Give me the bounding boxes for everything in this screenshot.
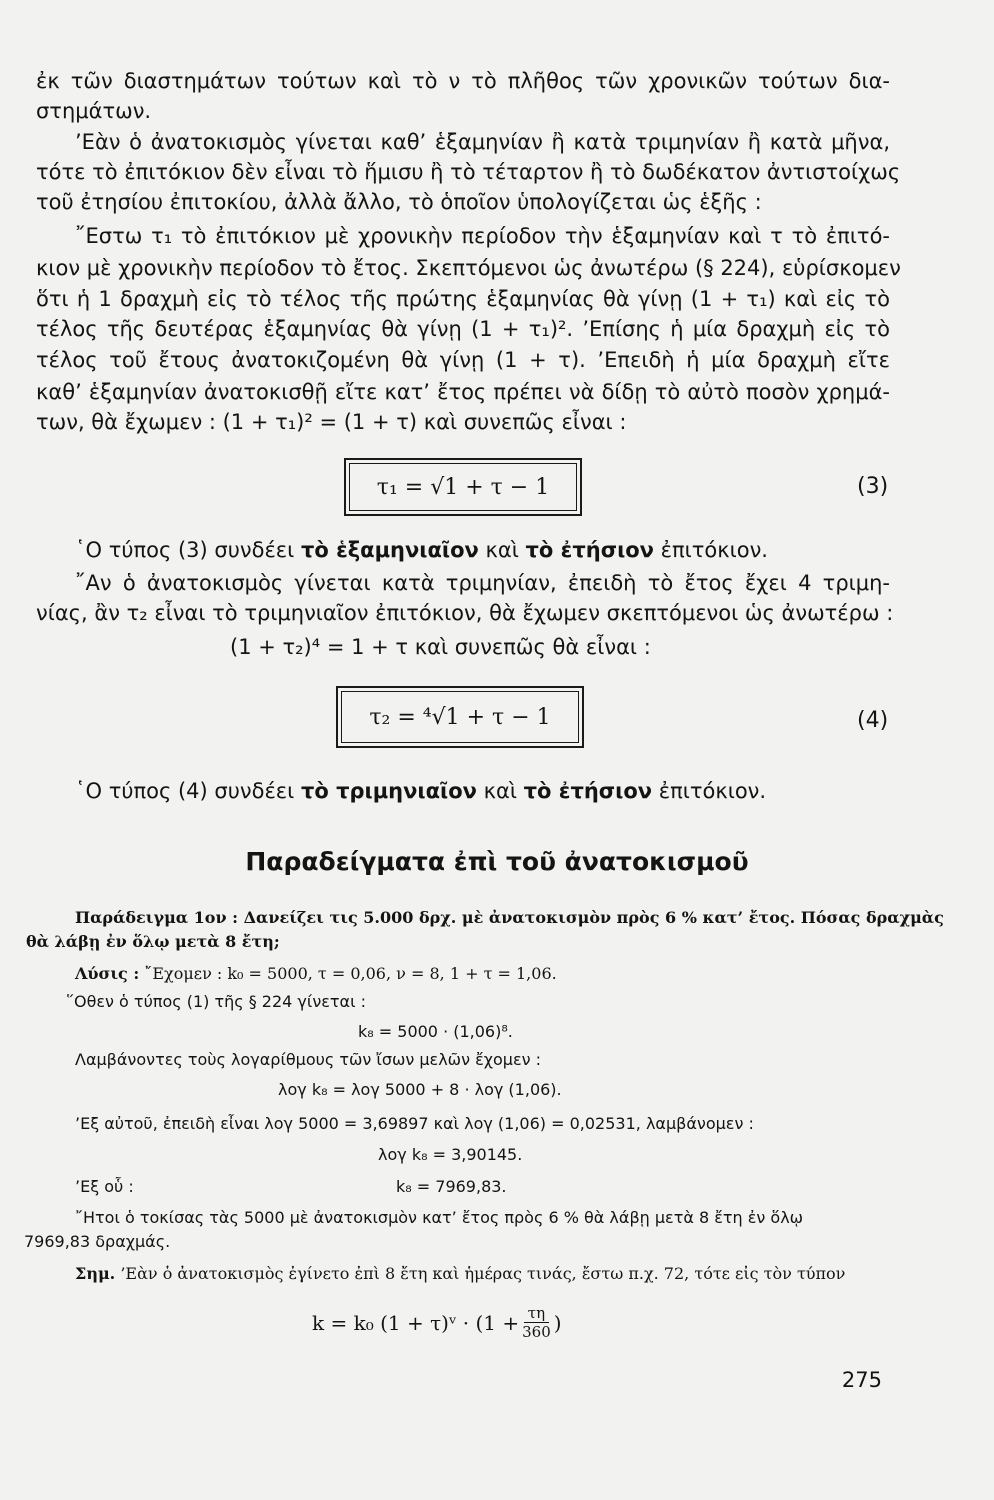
text-line: ῎Εστω τ₁ τὸ ἐπιτόκιον μὲ χρονικὴν περίοδον τὴν ἑξαμηνίαν καὶ τ τὸ ἐπιτό- — [75, 224, 890, 248]
text-line: τέλος τοῦ ἔτους ἀνατοκιζομένη θὰ γίνῃ (1 + τ). ’Επειδὴ ἡ μία δραχμὴ εἴτε — [36, 348, 890, 372]
solution-line: 7969,83 δραχμάς. — [24, 1232, 171, 1251]
text-line — [75, 776, 766, 806]
text-span: ῾Ο τύπος (3) συνδέει — [75, 538, 301, 562]
text-line: τοῦ ἐτησίου ἐπιτοκίου, ἀλλὰ ἄλλο, τὸ ὁποῖον ὑπολογίζεται ὡς ἑξῆς : — [36, 190, 762, 214]
solution-line: k₈ = 5000 · (1,06)⁸. — [358, 1022, 513, 1041]
solution-line — [75, 962, 557, 986]
solution-line: λογ k₈ = λογ 5000 + 8 · λογ (1,06). — [278, 1080, 562, 1099]
formula-part: ) — [553, 1310, 562, 1335]
equation-number-3: (3) — [857, 474, 889, 499]
text-line: ἐκ τῶν διαστημάτων τούτων καὶ τὸ ν τὸ πλῆθος τῶν χρονικῶν τούτων δια- — [36, 69, 890, 93]
text-line: τότε τὸ ἐπιτόκιον δὲν εἶναι τὸ ἥμισυ ἢ τὸ τέταρτον ἢ τὸ δωδέκατον ἀντιστοίχως — [36, 160, 901, 184]
solution-line: Λαμβάνοντες τοὺς λογαρίθμους τῶν ἴσων μελῶν ἔχομεν : — [75, 1050, 542, 1069]
note-label: Σημ. — [75, 1264, 116, 1283]
section-heading: Παραδείγματα ἐπὶ τοῦ ἀνατοκισμοῦ — [245, 847, 749, 876]
equation-line: (1 + τ₂)⁴ = 1 + τ καὶ συνεπῶς θὰ εἶναι : — [230, 635, 651, 659]
text-line: ῎Αν ὁ ἀνατοκισμὸς γίνεται κατὰ τριμηνίαν, ἐπειδὴ τὸ ἔτος ἔχει 4 τριμη- — [75, 571, 890, 595]
text-line: ’Εὰν ὁ ἀνατοκισμὸς γίνεται καθ’ ἑξαμηνίαν ἢ κατὰ τριμηνίαν ἢ κατὰ μῆνα, — [75, 130, 890, 154]
text-span: ῾Ο τύπος (4) συνδέει — [75, 779, 301, 803]
text-line: καθ’ ἑξαμηνίαν ἀνατοκισθῇ εἴτε κατ’ ἔτος πρέπει νὰ δίδῃ τὸ αὐτὸ ποσὸν χρημά- — [36, 380, 890, 404]
fraction — [522, 1304, 551, 1341]
formula-4: τ₂ = ⁴√1 + τ − 1 — [369, 704, 551, 730]
text-span: ἐπιτόκιον. — [653, 538, 768, 562]
example-label: Παράδειγμα 1ον : — [75, 908, 239, 927]
text-line: νίας, ἂν τ₂ εἶναι τὸ τριμηνιαῖον ἐπιτόκιον, θὰ ἔχωμεν σκεπτόμενοι ὡς ἀνωτέρω : — [36, 601, 894, 625]
text-span: καὶ — [478, 538, 526, 562]
bold-term: τὸ ἑξαμηνιαῖον — [300, 538, 479, 562]
solution-line: k₈ = 7969,83. — [396, 1177, 507, 1196]
example-text: θὰ λάβῃ ἐν ὅλῳ μετὰ 8 ἔτη; — [26, 932, 280, 951]
text-span: ἐπιτόκιον. — [652, 779, 767, 803]
note-formula — [312, 1304, 562, 1341]
formula-part: k = k₀ (1 + τ)ᵛ · (1 + — [312, 1310, 520, 1335]
text-line — [75, 535, 768, 565]
fraction-numerator: τη — [524, 1304, 549, 1323]
text-line: τέλος τῆς δευτέρας ἑξαμηνίας θὰ γίνῃ (1 + τ₁)². ’Επίσης ἡ μία δραχμὴ εἰς τὸ — [36, 317, 890, 341]
bold-term: τὸ τριμηνιαῖον — [300, 779, 477, 803]
solution-line: ῎Ητοι ὁ τοκίσας τὰς 5000 μὲ ἀνατοκισμὸν κατ’ ἔτος πρὸς 6 % θὰ λάβῃ μετὰ 8 ἔτη ἐν ὅλῳ — [75, 1208, 804, 1227]
text-line: στημάτων. — [36, 99, 152, 123]
example-text: Δανείζει τις 5.000 δρχ. μὲ ἀνατοκισμὸν πρὸς 6 % κατ’ ἔτος. Πόσας δραχμὰς — [238, 908, 944, 927]
formula-3-box — [344, 458, 582, 516]
solution-label: Λύσις : — [75, 964, 140, 983]
formula-4-box — [336, 686, 584, 748]
solution-line: ’Εξ οὗ : — [75, 1177, 134, 1196]
example-line — [75, 906, 944, 930]
solution-line: ’Εξ αὐτοῦ, ἐπειδὴ εἶναι λογ 5000 = 3,69897 καὶ λογ (1,06) = 0,02531, λαμβάνομεν : — [75, 1114, 754, 1133]
text-line: κιον μὲ χρονικὴν περίοδον τὸ ἔτος. Σκεπτόμενοι ὡς ἀνωτέρω (§ 224), εὑρίσκομεν — [36, 256, 901, 280]
solution-line: ῞Οθεν ὁ τύπος (1) τῆς § 224 γίνεται : — [66, 992, 366, 1011]
text-line: ὅτι ἡ 1 δραχμὴ εἰς τὸ τέλος τῆς πρώτης ἑξαμηνίας θὰ γίνῃ (1 + τ₁) καὶ εἰς τὸ — [36, 287, 890, 311]
solution-line: λογ k₈ = 3,90145. — [378, 1145, 523, 1164]
text-span: καὶ — [476, 779, 524, 803]
solution-text: ῎Εχομεν : k₀ = 5000, τ = 0,06, ν = 8, 1 + τ = 1,06. — [139, 964, 557, 983]
page-number: 275 — [841, 1368, 882, 1392]
text-line: των, θὰ ἔχωμεν : (1 + τ₁)² = (1 + τ) καὶ συνεπῶς εἶναι : — [36, 410, 627, 434]
note-line — [75, 1262, 845, 1286]
formula-3: τ₁ = √1 + τ − 1 — [376, 474, 550, 500]
example-line — [26, 930, 280, 954]
equation-number-4: (4) — [857, 708, 889, 733]
fraction-denominator: 360 — [522, 1323, 551, 1341]
bold-term: τὸ ἐτήσιον — [523, 779, 653, 803]
note-text: ’Εὰν ὁ ἀνατοκισμὸς ἐγίνετο ἐπὶ 8 ἔτη καὶ ἡμέρας τινάς, ἔστω π.χ. 72, τότε εἰς τὸν τύπον — [115, 1264, 846, 1283]
bold-term: τὸ ἐτήσιον — [525, 538, 654, 562]
